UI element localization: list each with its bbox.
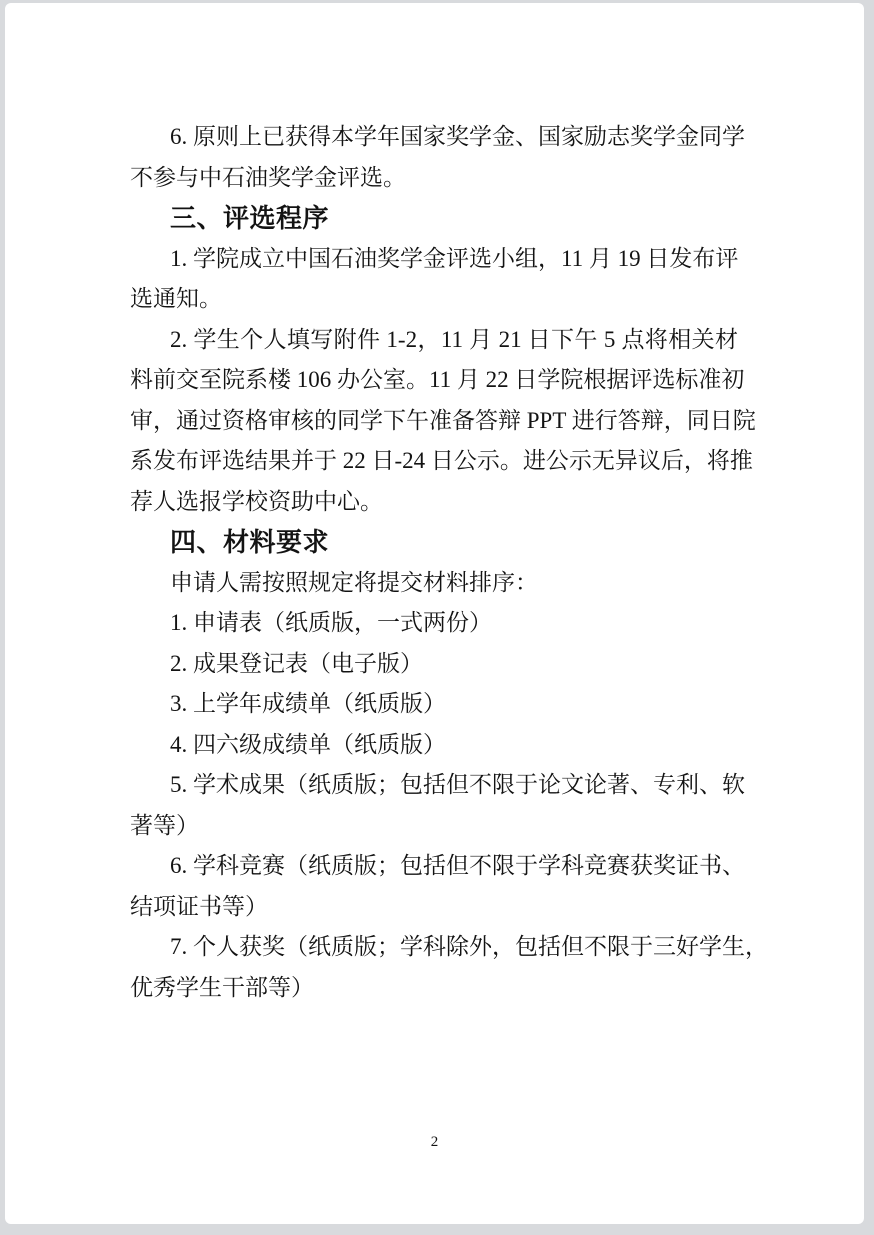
list-item-line: 著等） xyxy=(130,812,199,838)
page-number: 2 xyxy=(430,1134,439,1150)
list-item-line: 1. 申请表（纸质版，一式两份） xyxy=(170,610,492,635)
document-page xyxy=(5,3,864,1224)
text-line: 审，通过资格审核的同学下午准备答辩 PPT 进行答辩，同日院 xyxy=(130,407,756,433)
document-body xyxy=(130,117,768,1008)
text-line: 1. 学院成立中国石油奖学金评选小组，11 月 19 日发布评 xyxy=(170,245,739,271)
list-item-line: 6. 学科竞赛（纸质版；包括但不限于学科竞赛获奖证书、 xyxy=(170,853,745,878)
list-item-line: 2. 成果登记表（电子版） xyxy=(170,650,423,676)
text-line: 2. 学生个人填写附件 1-2，11 月 21 日下午 5 点将相关材 xyxy=(170,326,738,352)
list-item-line: 优秀学生干部等） xyxy=(130,974,314,1000)
text-line: 料前交至院系楼 106 办公室。11 月 22 日学院根据评选标准初 xyxy=(130,367,745,392)
section-heading-material-requirements: 四、材料要求 xyxy=(170,527,330,557)
text-line: 不参与中石油奖学金评选。 xyxy=(130,164,406,190)
list-item-line: 4. 四六级成绩单（纸质版） xyxy=(170,731,446,757)
text-line: 系发布评选结果并于 22 日-24 日公示。进公示无异议后，将推 xyxy=(130,448,753,473)
list-item-line: 3. 上学年成绩单（纸质版） xyxy=(170,691,446,716)
text-line: 选通知。 xyxy=(130,286,222,311)
text-line: 荐人选报学校资助中心。 xyxy=(130,488,383,514)
list-item-line: 5. 学术成果（纸质版；包括但不限于论文论著、专利、软 xyxy=(170,772,745,797)
text-line: 申请人需按照规定将提交材料排序： xyxy=(170,569,538,595)
list-item-line: 结项证书等） xyxy=(130,893,268,919)
section-heading-evaluation-procedure: 三、评选程序 xyxy=(170,203,330,233)
text-line: 6. 原则上已获得本学年国家奖学金、国家励志奖学金同学 xyxy=(170,124,745,149)
list-item-line: 7. 个人获奖（纸质版；学科除外，包括但不限于三好学生， xyxy=(170,934,768,959)
